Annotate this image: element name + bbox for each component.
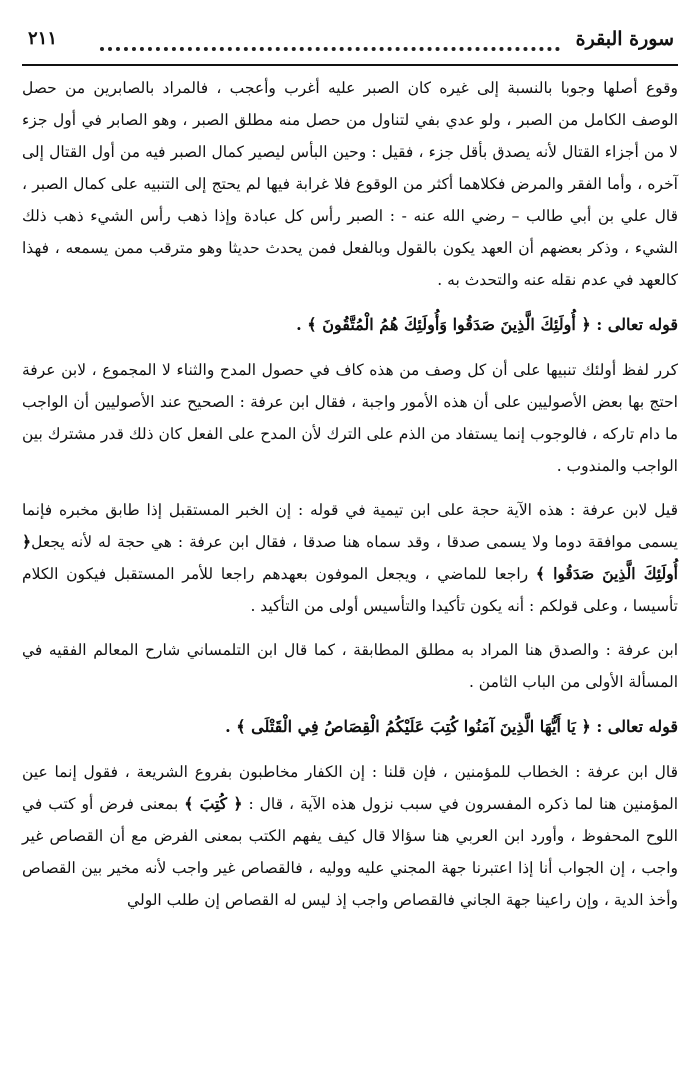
ayah-suffix: . — [296, 315, 308, 334]
header-dotted-line — [100, 47, 560, 51]
page-number: ٢١١ — [28, 28, 58, 49]
ayah-suffix: . — [225, 717, 237, 736]
surah-title: سورة البقرة — [575, 28, 674, 50]
quran-quote-inline: ﴿ أُولَئِكَ الَّذِينَ صَدَقُوا ﴾ — [22, 532, 678, 583]
paragraph-3-after: راجعا للماضي ، ويجعل الموفون بعهدهم راجعا للأمر المستقبل فيكون الكلام تأسيسا ، وعلى قولكم : أنه يكون تأكيدا والتأسيس أولى من التأكيد . — [22, 565, 678, 615]
book-page — [22, 14, 678, 1078]
paragraph-3-before: قيل لابن عرفة : هذه الآية حجة على ابن تيمية في قوله : إن الخبر المستقبل إذا طابق مخبره فإنما يسمى موافقة دوما ولا يسمى صدقا ، وقد سماه هنا صدقا ، فقال ابن عرفة : هي حجة له لأنه يجعل — [22, 501, 678, 551]
quran-quote: ﴿ أُولَئِكَ الَّذِينَ صَدَقُوا وَأُولَئِكَ هُمُ الْمُتَّقُونَ ﴾ — [307, 315, 591, 334]
ayah-heading-1 — [22, 308, 678, 342]
ayah-heading-2 — [22, 710, 678, 744]
header-rule — [22, 64, 678, 66]
ayah-prefix: قوله تعالى : — [590, 315, 678, 334]
paragraph-2: كرر لفظ أولئك تنبيها على أن كل وصف من هذه كاف في حصول المدح والثناء لا المجموع ، لابن عرفة احتج بها بعض الأصوليين على أن هذه الأمور واجبة ، فقال ابن عرفة : الصحيح عند الأصوليين أن الواجب ما دام تاركه ، فالوجوب إنما يستفاد من الذم على الترك لأن المدح على الفعل كان ذلك قدر مشترك بين الواجب والمندوب . — [22, 361, 678, 475]
paragraph-5-before: قال ابن عرفة : الخطاب للمؤمنين ، فإن قلنا : إن الكفار مخاطبون بفروع الشريعة ، فقول إنما عين المؤمنين هنا لما ذكره المفسرون في سبب نزول هذه الآية ، قال : — [22, 763, 679, 813]
paragraph-5 — [22, 756, 678, 916]
quran-quote: ﴿ يَا أَيُّهَا الَّذِينَ آمَنُوا كُتِبَ عَلَيْكُمُ الْقِصَاصُ فِي الْقَتْلَى ﴾ — [236, 717, 591, 736]
quran-quote-inline: ﴿ كُتِبَ ﴾ — [184, 794, 243, 813]
paragraph-4: ابن عرفة : والصدق هنا المراد به مطلق المطابقة ، كما قال ابن التلمساني شارح المعالم الفقيه في المسألة الأولى من الباب الثامن . — [22, 641, 678, 691]
page-header — [22, 24, 678, 58]
page-body — [22, 72, 678, 916]
paragraph-5-after: بمعنى فرض أو كتب في اللوح المحفوظ ، وأورد ابن العربي هنا سؤالا قال كيف يفهم الكتب بمعنى الفرض مع أن القصاص غير واجب ، إن الجواب أنا إذا اعتبرنا جهة المجني عليه ووليه ، فالقصاص غير واجب لأنه مخير بين القصاص وأخذ الدية ، وإن راعينا جهة الجاني فالقصاص واجب إذ ليس له القصاص إن طلب الولي — [22, 795, 678, 909]
ayah-prefix: قوله تعالى : — [590, 717, 678, 736]
paragraph-1: وقوع أصلها وجوبا بالنسبة إلى غيره كان الصبر عليه أغرب وأعجب ، فالمراد بالصابرين من حصل الوصف الكامل من الصبر ، ولو عدي بفي لتناول من حصل منه مطلق الصبر ، وهو الصابر في أول جزء لا من أجزاء القتال لأنه يصدق بأقل جزء ، فقيل : وحين البأس ليصير كمال الصبر فيه من أول القتال إلى آخره ، وأما الفقر والمرض فكلاهما أكثر من الوقوع فلا غرابة فيها لم يحتج إلى التنبيه على كمال الصبر ، قال علي بن أبي طالب – رضي الله عنه - : الصبر رأس كل عبادة وإذا ذهب رأس الشيء ذهب ذلك الشيء ، وذكر بعضهم أن العهد يكون بالقول وبالفعل فمن يحدث حديثا وهو مترقب ممن يسمعه ، فهذا كالعهد في عدم نقله عنه والتحدث به . — [22, 79, 678, 289]
paragraph-3 — [22, 494, 678, 622]
